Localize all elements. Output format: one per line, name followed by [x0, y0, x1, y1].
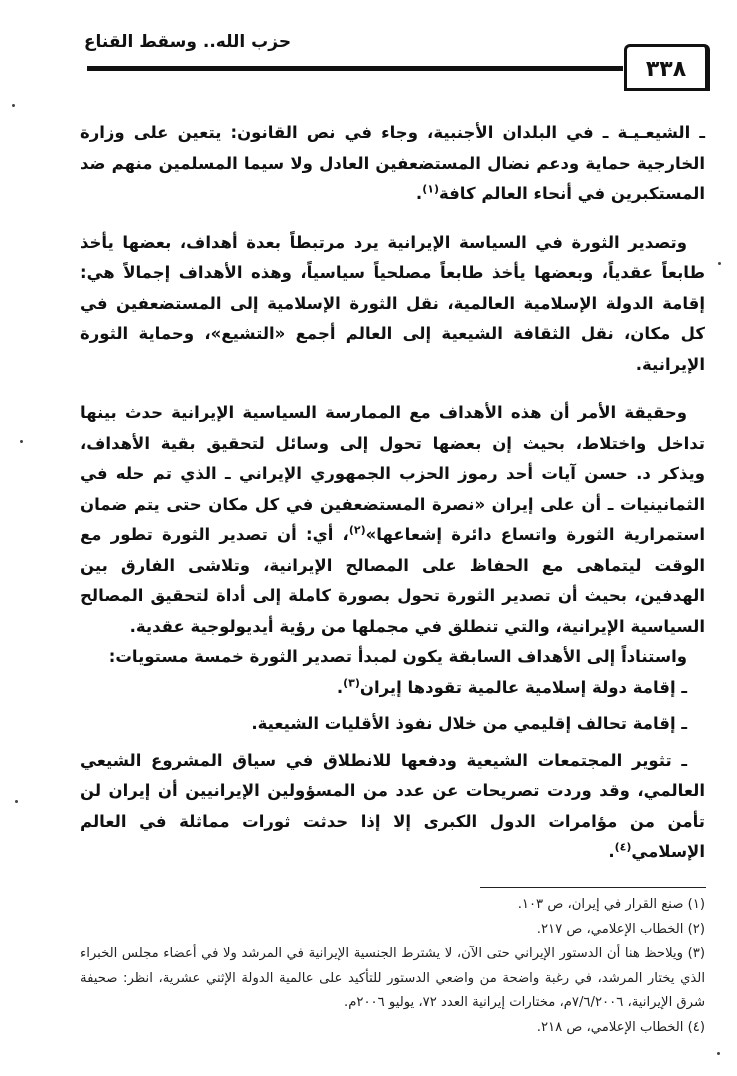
paragraph-3	[80, 398, 705, 642]
footnote-1: (١) صنع القرار في إيران، ص ١٠٣.	[517, 897, 705, 912]
header-rule	[87, 66, 623, 71]
paragraph-1	[80, 118, 705, 210]
footnote-2: (٢) الخطاب الإعلامي، ص ٢١٧.	[536, 921, 705, 937]
list-item-3-end: .	[608, 842, 615, 861]
list-item-1-text: ـ إقامة دولة إسلامية عالمية تقودها إيران	[359, 677, 687, 697]
list-item-3-text: ـ تثوير المجتمعات الشيعية ودفعها للانطلاق في سياق المشروع الشيعي العالمي، وقد وردت تصريحات عن عدد من المسؤولين الإيرانيين أن إيران لن تأمن من مؤامرات الدول الكبرى إلا إذا حدثت ثورات مماثلة في العالم الإسلامي	[80, 750, 705, 861]
footnote-ref-2: (٢)	[348, 523, 366, 537]
footnote-ref-3: (٣)	[343, 676, 360, 689]
scan-speck	[15, 800, 18, 803]
scan-speck	[717, 1052, 720, 1055]
paragraph-2: وتصدير الثورة في السياسة الإيرانية يرد مرتبطاً بعدة أهداف، بعضها يأخذ طابعاً عقدياً، وبعضها يأخذ طابعاً مصلحياً سياسياً، وهذه الأهداف إجمالاً هي: إقامة الدولة الإسلامية العالمية، نقل الثورة الإسلامية إلى المستضعفين في كل مكان، نقل الثقافة الشيعية إلى العالم أجمع «التشيع»، وحماية الثورة الإيرانية.	[80, 232, 705, 374]
paragraph-3-text-a: وحقيقة الأمر أن هذه الأهداف مع الممارسة السياسية الإيرانية حدث بينها تداخل واختلاط، بحيث إن بعضها تحول إلى وسائل لتحقيق بقية الأهداف، ويذكر د. حسن آيات أحد رموز الحزب الجمهوري الإيراني ـ الذي تم حله في الثمانينيات ـ أن على إيران «نصرة المستضعفين في كل مكان حتى يتم ضمان استمرارية الثورة واتساع دائرة إشعاعها»	[80, 403, 705, 544]
paragraph-3-text-b: ، أي: أن تصدير الثورة تطور مع الوقت ليتماهى مع الحفاظ على المصالح الإيرانية، وتلاشى الفارق بين الهدفين، بحيث أن تصدير الثورة تحول بصورة كاملة إلى أداة لتحقيق المصالح السياسية الإيرانية، والتي تنطلق في مجملها من رؤية أيديولوجية عقدية.	[80, 525, 705, 636]
paragraph-1-text: ـ الشيعـيـة ـ في البلدان الأجنبية، وجاء في نص القانون: يتعين على وزارة الخارجية حماية ودعم نضال المستضعفين العادل ولا سيما المسلمين منهم ضد المستكبرين في أنحاء العالم كافة	[80, 123, 705, 203]
list-item-3	[80, 746, 705, 868]
footnotes	[80, 893, 705, 1040]
paragraph-1-end: .	[415, 184, 423, 203]
footnote-3: (٣) ويلاحظ هنا أن الدستور الإيراني حتى الآن، لا يشترط الجنسية الإيرانية في المرشد ولا في أعضاء مجلس الخبراء الذي يختار المرشد، في رغبة واضحة من واضعي الدستور للتأكيد على عالمية الدولة الإثني عشرية، انظر: صحيفة شرق الإيرانية، ٧/٦/٢٠٠٦م، مختارات إيرانية العدد ٧٢، يوليو ٢٠٠٦م.	[80, 946, 705, 1010]
list-item-1-end: .	[336, 677, 344, 697]
list-item-1	[80, 673, 705, 704]
body-text	[80, 118, 705, 868]
footnote-4: (٤) الخطاب الإعلامي، ص ٢١٨.	[536, 1019, 705, 1035]
running-title: حزب الله.. وسقط القناع	[83, 32, 292, 52]
scan-speck	[20, 440, 23, 443]
paragraph-4: واستناداً إلى الأهداف السابقة يكون لمبدأ تصدير الثورة خمسة مستويات:	[108, 647, 687, 666]
list-item-2: ـ إقامة تحالف إقليمي من خلال نفوذ الأقليات الشيعية.	[251, 714, 687, 733]
footnote-ref-4: (٤)	[614, 840, 632, 854]
scan-speck	[718, 262, 721, 265]
page-number: ٣٣٨	[624, 44, 710, 91]
footnote-ref-1: (١)	[422, 182, 439, 196]
footnote-separator	[480, 887, 706, 888]
scan-speck	[12, 104, 15, 107]
